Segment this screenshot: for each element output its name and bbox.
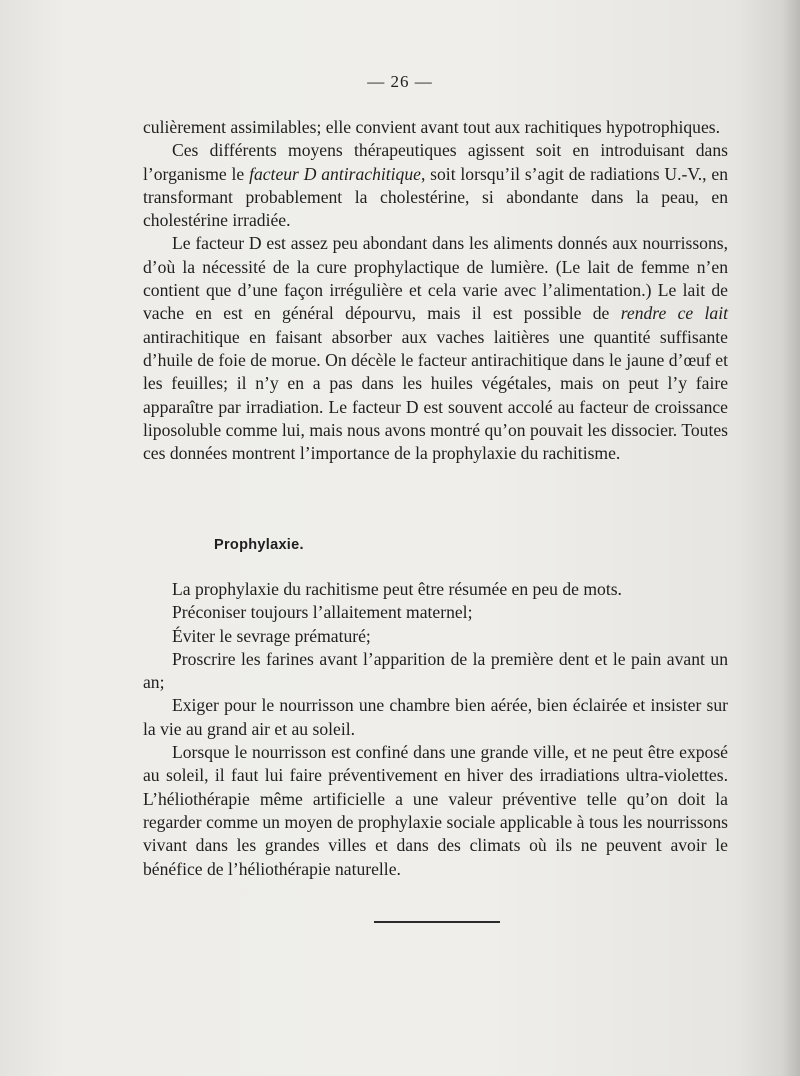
emphasis-rendre-ce-lait: rendre ce lait xyxy=(620,303,728,324)
page-number: — 26 — xyxy=(367,72,433,91)
paragraph: Exiger pour le nourrisson une chambre bien aérée, bien éclairée et insister sur la vie au grand air et au soleil. xyxy=(143,695,728,739)
paragraph: Proscrire les farines avant l’apparition de la première dent et le pain avant un an; xyxy=(143,648,728,693)
page-edge-shadow xyxy=(782,0,800,1076)
closing-rule xyxy=(374,921,500,923)
text-run: Le facteur D est assez peu abondant dans les aliments donnés aux nourrissons, d’où la nécessité de la cure prophylactique de lumière. (Le lait de femme n’en contient que d’une façon irrégulière et cela varie avec l’alimentation.) Le lait de vache en est en général dépourvu, mais il est possible de xyxy=(143,233,728,324)
paragraph-continuation: culièrement assimilables; elle convient avant tout aux rachitiques hypotrophiques. xyxy=(143,117,721,137)
paragraph: Préconiser toujours l’allaitement maternel; xyxy=(172,602,473,623)
text-run: Ces différents moyens thérapeutiques agissent soit en introduisant dans l’organisme le xyxy=(143,140,728,184)
paragraph: La prophylaxie du rachitisme peut être résumée en peu de mots. xyxy=(172,579,622,599)
text-run: antirachitique en faisant absorber aux vaches laitières une quantité suffisante d’huile de foie de morue. On décèle le facteur antirachitique dans le jaune d’œuf et les feuilles; il n’y en a pas dans les huiles végétales, mais on peut l’y faire apparaître par irradiation. Le facteur D est souvent accolé au facteur de croissance liposoluble comme lui, mais nous avons montré qu’on pouvait les dissocier. Toutes ces données montrent l’importance de la prophylaxie du rachitisme. xyxy=(143,326,728,464)
paragraph-facteur-d xyxy=(143,232,728,465)
text-run: , soit lorsqu’il s’agit de radiations U.-V., en transformant probablement la cholestérine, si abondante dans la peau, en cholestérine irradiée. xyxy=(143,163,728,231)
paragraph-therapeutic-means xyxy=(143,139,728,232)
section-heading: Prophylaxie. xyxy=(214,537,304,553)
paragraph: Éviter le sevrage prématuré; xyxy=(172,625,371,646)
prophylaxie-text xyxy=(143,578,728,881)
emphasis-facteur-d: facteur D antirachitique xyxy=(249,163,421,184)
paragraph: Lorsque le nourrisson est confiné dans une grande ville, et ne peut être exposé au soleil, il faut lui faire préventivement en hiver des irradiations ultra-violettes. L’héliothérapie même artificielle a une valeur préventive telle qu’on doit la regarder comme un moyen de prophylaxie sociale applicable à tous les nourrissons vivant dans les grandes villes et dans des climats où ils ne peuvent avoir le bénéfice de l’héliothérapie naturelle. xyxy=(143,742,728,879)
intro-text xyxy=(143,116,728,465)
